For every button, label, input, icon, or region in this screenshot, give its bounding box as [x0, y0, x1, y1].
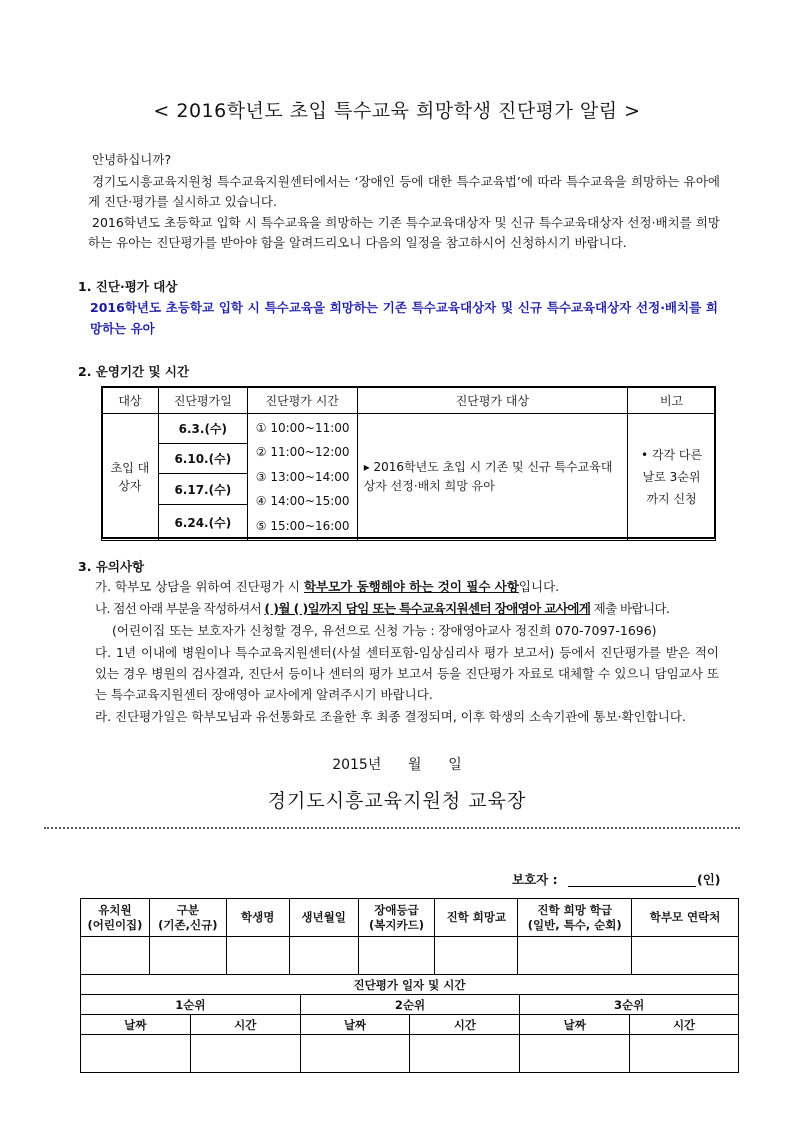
section3-heading: 3. 유의사항 — [78, 559, 145, 574]
form-header-disability-grade: 장애등급 (복지카드) — [358, 899, 435, 937]
guardian-signature-line[interactable] — [568, 886, 696, 887]
time-slot: ④ 14:00~15:00 — [255, 494, 350, 509]
seal-mark: (인) — [697, 872, 721, 887]
times-cell — [247, 414, 357, 541]
section2-heading: 2. 운영기간 및 시간 — [78, 364, 190, 379]
section1-heading: 1. 진단·평가 대상 — [78, 279, 178, 294]
input-disability-grade[interactable] — [358, 937, 435, 975]
schedule-request-table — [80, 974, 739, 1073]
time-slot: ③ 13:00~14:00 — [255, 469, 350, 484]
date-cell: 6.17.(수) — [158, 474, 247, 505]
input-rank-3-date[interactable] — [520, 1035, 630, 1073]
form-header-student-name: 학생명 — [226, 899, 289, 937]
eval-target-cell: ▸ 2016학년도 초입 시 기존 및 신규 특수교육대상자 선정·배치 희망 유아 — [357, 414, 627, 541]
section1-body: 2016학년도 초등학교 입학 시 특수교육을 희망하는 기존 특수교육대상자 및 신규 특수교육대상자 선정·배치를 희망하는 유아 — [90, 300, 718, 336]
input-birthdate[interactable] — [289, 937, 358, 975]
input-rank-2-date[interactable] — [300, 1035, 410, 1073]
note-ga-pre: 가. 학부모 상담을 위하여 진단평가 시 — [95, 579, 304, 594]
rank-2-header: 2순위 — [300, 995, 520, 1015]
input-student-name[interactable] — [226, 937, 289, 975]
note-ga-emphasis: 학부모가 동행해야 하는 것이 필수 사항 — [303, 579, 519, 594]
note-da: 다. 1년 이내에 병원이나 특수교육지원센터(사설 센터포함-임상심리사 평가 보고서) 등에서 진단평가를 받은 적이 있는 경우 병원의 검사결과, 진단서 등이나 센터의 평가 보고서 등을 진단평가 자료로 대체할 수 있으니 담임교사 또는 특수교육지원센터 장애영아 교사에게 알려주시기 바랍니다. — [95, 645, 719, 702]
date-line: 2015년 월 일 — [332, 757, 462, 773]
note-na-sub: (어린이집 또는 보호자가 신청할 경우, 유선으로 신청 가능 : 장애영아교사 정진희 070-7097-1696) — [112, 623, 657, 638]
issuer: 경기도시흥교육지원청 교육장 — [267, 790, 527, 812]
time-slot: ⑤ 15:00~16:00 — [255, 518, 350, 533]
page-title: < 2016학년도 초입 특수교육 희망학생 진단평가 알림 > — [153, 100, 641, 122]
date-cell: 6.24.(수) — [158, 505, 247, 541]
guardian-label: 보호자 : — [512, 872, 558, 887]
schedule-header-row — [102, 387, 716, 414]
rank-3-date-header: 날짜 — [520, 1015, 630, 1035]
time-slot: ② 11:00~12:00 — [255, 445, 350, 460]
greeting: 안녕하십니까? — [92, 152, 172, 167]
form-header-school: 진학 희망교 — [435, 899, 518, 937]
col-header-eval-target: 진단평가 대상 — [357, 387, 627, 414]
note-na-post: 제출 바랍니다. — [590, 601, 670, 616]
intro-paragraph-2: 2016학년도 초등학교 입학 시 특수교육을 희망하는 기존 특수교육대상자 및 신규 특수교육대상자 선정·배치를 희망하는 유아는 진단평가를 받아야 함을 알려드리오니 다음의 일정을 참고하시어 신청하시기 바랍니다. — [88, 215, 720, 250]
note-ra: 라. 진단평가일은 학부모님과 유선통화로 조율한 후 최종 결정되며, 이후 학생의 소속기관에 통보·확인합니다. — [95, 709, 686, 724]
input-class-type[interactable] — [518, 937, 632, 975]
applicant-form-table — [80, 898, 739, 975]
cut-line — [44, 827, 740, 829]
note-cell: • 각각 다른 날로 3순위까지 신청 — [628, 414, 716, 541]
target-cell: 초입 대상자 — [102, 414, 159, 541]
input-rank-1-time[interactable] — [190, 1035, 300, 1073]
col-header-date: 진단평가일 — [158, 387, 247, 414]
rank-1-time-header: 시간 — [190, 1015, 300, 1035]
schedule-request-title: 진단평가 일자 및 시간 — [81, 975, 739, 995]
input-category[interactable] — [149, 937, 226, 975]
note-ga — [95, 576, 719, 597]
input-rank-3-time[interactable] — [630, 1035, 739, 1073]
input-parent-contact[interactable] — [632, 937, 739, 975]
col-header-target: 대상 — [102, 387, 159, 414]
input-rank-1-date[interactable] — [81, 1035, 191, 1073]
rank-3-time-header: 시간 — [630, 1015, 739, 1035]
rank-2-time-header: 시간 — [410, 1015, 520, 1035]
note-na-emphasis: ( )월 ( )일까지 담임 또는 특수교육지원센터 장애영아 교사에게 — [264, 601, 591, 616]
note-na-pre: 나. 점선 아래 부분을 작성하셔서 — [95, 601, 265, 616]
form-header-class-type: 진학 희망 학급 (일반, 특수, 순회) — [518, 899, 632, 937]
rank-3-header: 3순위 — [520, 995, 739, 1015]
col-header-time: 진단평가 시간 — [247, 387, 357, 414]
schedule-table — [101, 386, 716, 541]
form-header-kindergarten: 유치원 (어린이집) — [81, 899, 150, 937]
note-ga-post: 입니다. — [518, 579, 560, 594]
input-school[interactable] — [435, 937, 518, 975]
input-rank-2-time[interactable] — [410, 1035, 520, 1073]
form-header-birthdate: 생년월일 — [289, 899, 358, 937]
date-cell: 6.10.(수) — [158, 444, 247, 474]
rank-2-date-header: 날짜 — [300, 1015, 410, 1035]
col-header-note: 비고 — [628, 387, 716, 414]
form-header-category: 구분 (기존,신규) — [149, 899, 226, 937]
intro-paragraph-1: 경기도시흥교육지원청 특수교육지원센터에서는 ‘장애인 등에 대한 특수교육법’에 따라 특수교육을 희망하는 유아에게 진단·평가를 실시하고 있습니다. — [88, 174, 720, 209]
form-header-parent-contact: 학부모 연락처 — [632, 899, 739, 937]
note-na — [95, 598, 735, 619]
time-slot: ① 10:00~11:00 — [255, 420, 350, 435]
date-cell: 6.3.(수) — [158, 414, 247, 444]
rank-1-header: 1순위 — [81, 995, 301, 1015]
rank-1-date-header: 날짜 — [81, 1015, 191, 1035]
input-kindergarten[interactable] — [81, 937, 150, 975]
